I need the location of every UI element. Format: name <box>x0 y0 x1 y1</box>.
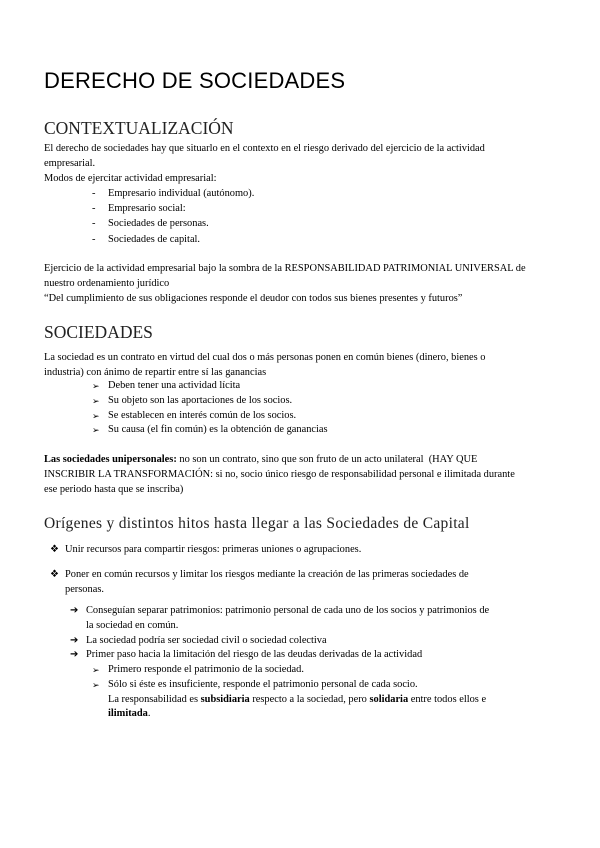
list-item-text: Sociedades de capital. <box>108 233 201 245</box>
diamond-bullet-icon: ❖ <box>50 569 59 580</box>
list-item <box>92 394 328 409</box>
page-title: DERECHO DE SOCIEDADES <box>44 68 346 93</box>
sub-list <box>92 663 532 722</box>
list-item-text: La sociedad podría ser sociedad civil o sociedad colectiva <box>86 634 327 646</box>
list-item-text: Empresario social: <box>108 203 186 215</box>
paragraph-line: Ejercicio de la actividad empresarial bajo la sombra de la RESPONSABILIDAD PATRIMONIAL UNIVERSAL de <box>44 263 526 274</box>
list-item-text: personas. <box>65 584 104 595</box>
list-item-text: Sólo si éste es insuficiente, responde el patrimonio personal de cada socio. <box>108 678 418 690</box>
bold-term: subsidiaria <box>200 693 250 705</box>
list-item-text: Su causa (el fin común) es la obtención de ganancias <box>108 424 328 436</box>
list-item <box>92 409 328 424</box>
list-item-text: Conseguían separar patrimonios: patrimonio personal de cada uno de los socios y patrimonios de <box>86 605 490 616</box>
text-fragment: La responsabilidad es <box>108 693 201 705</box>
list-item <box>92 678 532 722</box>
list-item <box>92 379 328 394</box>
dash-marker: - <box>92 218 96 230</box>
text-fragment: . <box>147 708 151 720</box>
diamond-list-item <box>44 542 514 557</box>
unipersonales-term: Las sociedades unipersonales: <box>44 454 177 465</box>
list-item-text: Empresario individual (autónomo). <box>108 188 255 199</box>
paragraph-line: El derecho de sociedades hay que situarlo en el contexto en el riesgo derivado del ejercicio de la actividad <box>44 143 485 154</box>
dash-marker: - <box>92 203 96 215</box>
list-item <box>70 648 530 663</box>
section-heading-sociedades: SOCIEDADES <box>44 322 153 342</box>
list-item-text: Se establecen en interés común de los socios. <box>108 409 297 421</box>
list-item-text: Primer paso hacia la limitación del riesgo de las deudas derivadas de la actividad <box>86 649 423 661</box>
dash-marker: - <box>92 233 96 245</box>
section-heading-origenes: Orígenes y distintos hitos hasta llegar a las Sociedades de Capital <box>44 515 470 532</box>
arrowhead-bullet-icon: ➢ <box>92 410 100 421</box>
arrowhead-bullet-icon: ➢ <box>92 395 100 406</box>
bold-term: ilimitada <box>108 708 148 720</box>
unipersonales-line <box>44 452 477 467</box>
list-item-text: Deben tener una actividad lícita <box>108 380 241 391</box>
paragraph-line: nuestro ordenamiento jurídico <box>44 278 170 289</box>
arrowhead-bullet-icon: ➢ <box>92 679 100 690</box>
requirements-list <box>92 379 328 438</box>
list-item <box>70 604 530 634</box>
arrow-bullet-icon: ➔ <box>70 634 79 646</box>
diamond-list-item <box>44 567 514 597</box>
text-fragment: entre todos ellos e <box>408 693 487 705</box>
arrowhead-bullet-icon: ➢ <box>92 425 100 436</box>
list-item-text: Unir recursos para compartir riesgos: primeras uniones o agrupaciones. <box>65 544 362 555</box>
list-item <box>92 423 328 438</box>
arrow-list <box>70 604 530 663</box>
definition-line: industria) con ánimo de repartir entre sí las ganancias <box>44 367 267 378</box>
list-item <box>92 663 532 678</box>
text-fragment: respecto a la sociedad, pero <box>249 693 370 705</box>
list-item <box>92 186 254 201</box>
paragraph-line: empresarial. <box>44 158 96 169</box>
list-item-text: Sociedades de personas. <box>108 218 209 230</box>
list-item-text: Primero responde el patrimonio de la sociedad. <box>108 664 304 675</box>
arrow-bullet-icon: ➔ <box>70 649 79 661</box>
definition-line: La sociedad es un contrato en virtud del cual dos o más personas ponen en común bienes (dinero, bienes o <box>44 352 486 363</box>
list-item-text: la sociedad en común. <box>86 619 179 631</box>
unipersonales-line: INSCRIBIR LA TRANSFORMACIÓN: si no, socio único riesgo de responsabilidad personal e ilimitada durante <box>44 469 515 480</box>
diamond-bullet-icon: ❖ <box>50 544 59 555</box>
unipersonales-text: no son un contrato, sino que son fruto de un acto unilateral (HAY QUE <box>176 454 478 465</box>
dash-marker: - <box>92 188 96 199</box>
quote: “Del cumplimiento de sus obligaciones responde el deudor con todos sus bienes presentes y futuros” <box>44 293 463 304</box>
list-item <box>92 201 254 216</box>
list-item <box>92 232 254 247</box>
list-item <box>92 216 254 231</box>
list-item <box>70 634 530 649</box>
list-item-text: Poner en común recursos y limitar los riesgos mediante la creación de las primeras sociedades de <box>65 569 469 580</box>
responsabilidad-text <box>108 694 486 720</box>
bold-term: solidaria <box>369 693 409 705</box>
modes-intro: Modos de ejercitar actividad empresarial: <box>44 173 217 184</box>
unipersonales-line: ese periodo hasta que se inscriba) <box>44 484 184 495</box>
arrowhead-bullet-icon: ➢ <box>92 665 100 675</box>
modes-list <box>92 186 254 247</box>
section-heading-contextualizacion: CONTEXTUALIZACIÓN <box>44 118 234 138</box>
list-item-text: Su objeto son las aportaciones de los socios. <box>108 394 293 406</box>
arrow-bullet-icon: ➔ <box>70 605 79 616</box>
arrowhead-bullet-icon: ➢ <box>92 381 100 391</box>
